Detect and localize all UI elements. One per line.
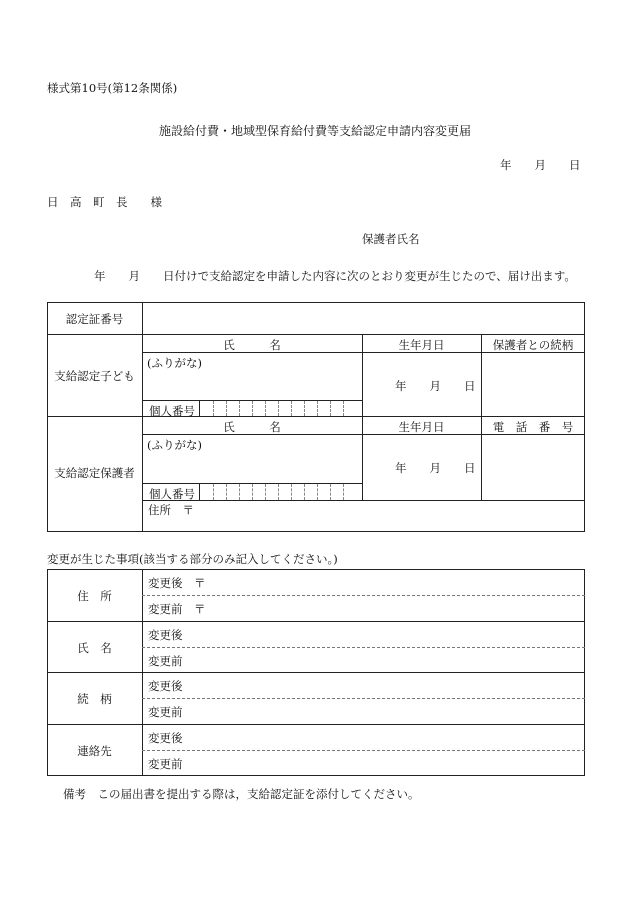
address-field[interactable] bbox=[143, 501, 584, 531]
changes-heading: 変更が生じた事項(該当する部分のみ記入してください。) bbox=[47, 552, 338, 566]
change-name-before-field[interactable] bbox=[200, 648, 584, 671]
child-birthdate-value: 年 月 日 bbox=[395, 379, 476, 393]
change-address-before-field[interactable] bbox=[215, 596, 584, 620]
change-address-after-label: 変更後 〒 bbox=[148, 576, 206, 590]
guardian-furigana-label: (ふりがな) bbox=[147, 438, 202, 452]
child-personal-number-label: 個人番号 bbox=[149, 404, 195, 418]
cert-number-label: 認定証番号 bbox=[65, 312, 124, 326]
phone-header: 電 話 番 号 bbox=[492, 420, 574, 434]
change-address-after-field[interactable] bbox=[215, 570, 584, 594]
guardian-section-label: 支給認定保護者 bbox=[54, 466, 135, 480]
change-relation-after-label: 変更後 bbox=[148, 679, 183, 693]
guardian-name-field[interactable] bbox=[143, 435, 361, 482]
addressee: 日 高 町 長 様 bbox=[47, 195, 162, 209]
form-number: 様式第10号(第12条関係) bbox=[47, 81, 178, 95]
change-name-after-label: 変更後 bbox=[148, 628, 183, 642]
change-name-before-label: 変更前 bbox=[148, 654, 183, 668]
relation-field[interactable] bbox=[482, 353, 584, 415]
change-contact-before-field[interactable] bbox=[200, 751, 584, 775]
note: 備考 この届出書を提出する際は，支給認定証を添付してください。 bbox=[63, 787, 420, 801]
guardian-personal-number-field[interactable] bbox=[200, 484, 361, 500]
child-furigana-label: (ふりがな) bbox=[147, 356, 202, 370]
change-contact-after-label: 変更後 bbox=[148, 731, 183, 745]
child-personal-number-field[interactable] bbox=[200, 401, 361, 416]
statement: 年 月 日付けで支給認定を申請した内容に次のとおり変更が生じたので、届け出ます。 bbox=[94, 269, 576, 283]
phone-field[interactable] bbox=[482, 435, 584, 499]
submission-date: 年 月 日 bbox=[500, 158, 581, 172]
change-row-label-relation: 続 柄 bbox=[77, 692, 112, 706]
guardian-name-label: 保護者氏名 bbox=[362, 232, 420, 246]
change-relation-after-field[interactable] bbox=[200, 673, 584, 697]
guardian-name-header: 氏 名 bbox=[223, 420, 281, 434]
change-address-before-label: 変更前 〒 bbox=[148, 602, 206, 616]
guardian-birthdate-header: 生年月日 bbox=[398, 420, 445, 434]
change-row-label-contact: 連絡先 bbox=[77, 744, 112, 758]
relation-header: 保護者との続柄 bbox=[492, 338, 574, 352]
child-section-label: 支給認定子ども bbox=[54, 369, 135, 383]
change-contact-before-label: 変更前 bbox=[148, 757, 183, 771]
address-label: 住所 〒 bbox=[148, 503, 194, 517]
child-birthdate-header: 生年月日 bbox=[398, 338, 445, 352]
change-row-label-address: 住 所 bbox=[77, 589, 112, 603]
change-row-label-name: 氏 名 bbox=[77, 641, 112, 655]
change-relation-before-field[interactable] bbox=[200, 699, 584, 723]
child-name-field[interactable] bbox=[143, 353, 361, 399]
guardian-birthdate-value: 年 月 日 bbox=[395, 461, 476, 475]
change-contact-after-field[interactable] bbox=[200, 725, 584, 749]
change-relation-before-label: 変更前 bbox=[148, 705, 183, 719]
child-name-header: 氏 名 bbox=[223, 338, 281, 352]
cert-number-field[interactable] bbox=[143, 303, 584, 333]
change-name-after-field[interactable] bbox=[200, 622, 584, 646]
guardian-personal-number-label: 個人番号 bbox=[149, 487, 195, 501]
form-title: 施設給付費・地域型保育給付費等支給認定申請内容変更届 bbox=[158, 124, 471, 138]
